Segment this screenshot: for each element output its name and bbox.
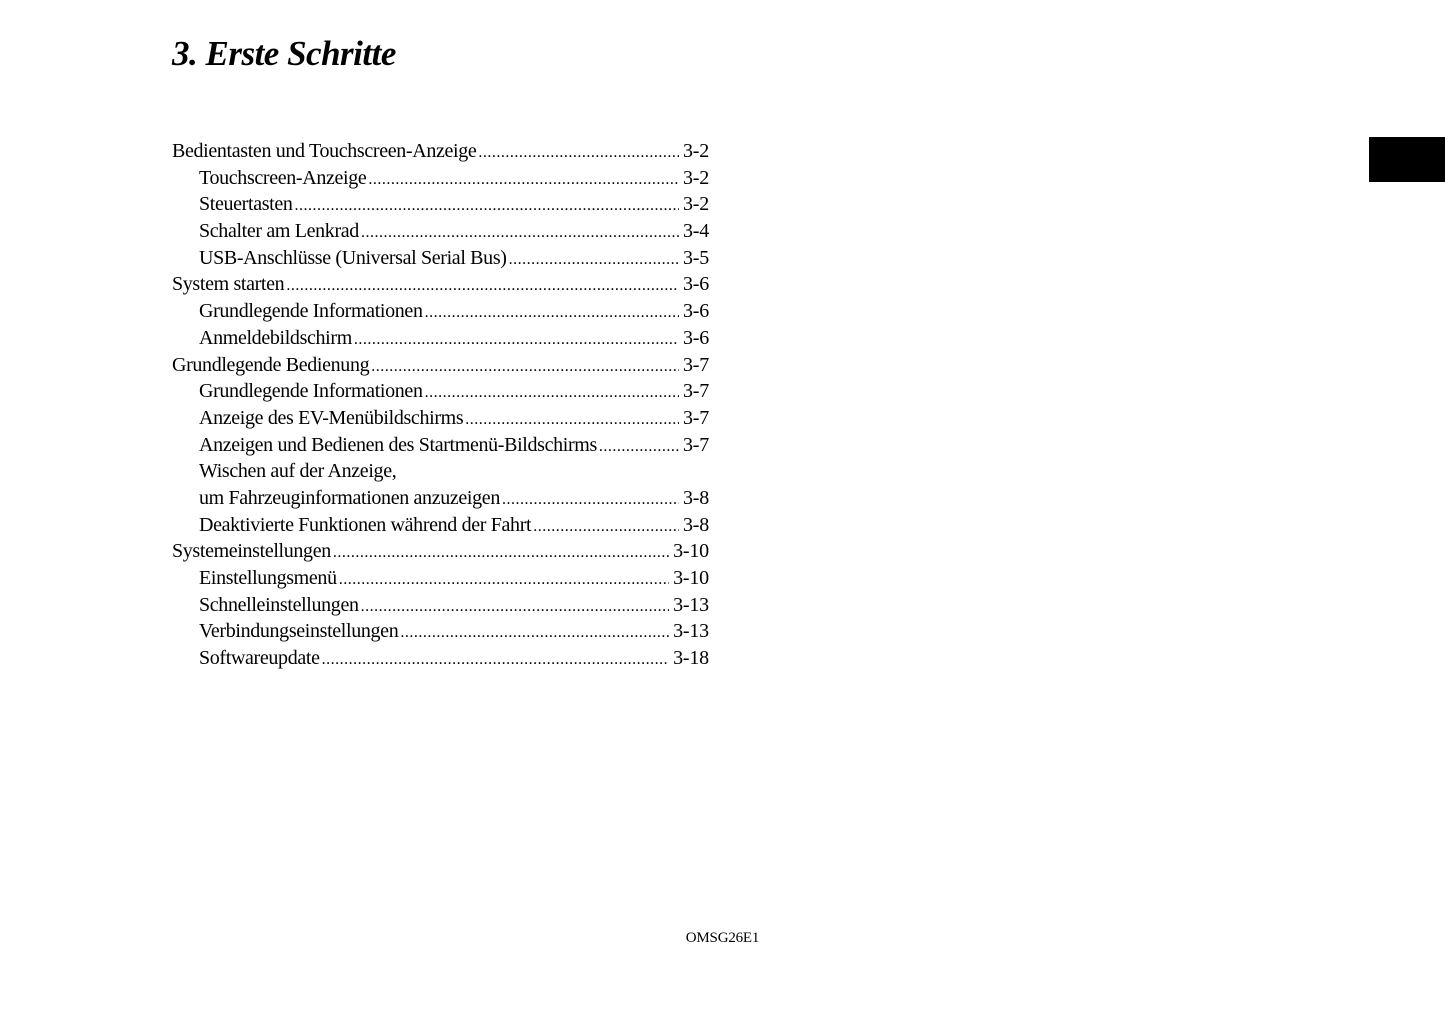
dot-leader <box>465 407 679 432</box>
toc-entry-schnelleinstellungen[interactable] <box>172 592 709 619</box>
toc-entry-label: Wischen auf der Anzeige, <box>199 460 397 483</box>
toc-entry-grundlegende-bedienung[interactable] <box>172 352 709 379</box>
dot-leader <box>478 140 679 165</box>
toc-entry-label: Schnelleinstellungen <box>199 593 359 616</box>
toc-page-number: 3-7 <box>682 433 709 456</box>
toc-entry-label: Einstellungsmenü <box>199 567 337 589</box>
toc-entry-label: Bedientasten und Touchscreen-Anzeige <box>172 140 477 162</box>
toc-entry-label: Verbindungseinstellungen <box>199 620 399 643</box>
toc-entry-touchscreen-anzeige[interactable] <box>172 165 709 192</box>
table-of-contents <box>172 138 709 672</box>
dot-leader <box>502 487 679 512</box>
dot-leader <box>339 567 669 592</box>
dot-leader <box>425 300 679 325</box>
toc-entry-usb-anschluesse[interactable] <box>172 245 709 272</box>
toc-page-number: 3-7 <box>682 353 709 376</box>
toc-page-number: 3-6 <box>682 326 709 349</box>
toc-page-number: 3-2 <box>682 140 709 162</box>
toc-entry-label: Touchscreen-Anzeige <box>199 166 367 189</box>
dot-leader <box>371 354 679 379</box>
toc-page-number: 3-2 <box>682 166 709 189</box>
toc-entry-schalter-lenkrad[interactable] <box>172 218 709 245</box>
toc-page-number: 3-6 <box>682 273 709 296</box>
dot-leader <box>295 193 679 218</box>
toc-page-number: 3-18 <box>673 647 709 670</box>
toc-entry-label: Softwareupdate <box>199 647 320 670</box>
toc-entry-verbindungseinstellungen[interactable] <box>172 618 709 645</box>
toc-page-number: 3-13 <box>673 620 709 643</box>
toc-entry-systemeinstellungen[interactable] <box>172 538 709 565</box>
toc-entry-label: Grundlegende Informationen <box>199 300 423 323</box>
toc-entry-label: um Fahrzeuginformationen anzuzeigen <box>199 486 500 509</box>
toc-entry-label: Grundlegende Bedienung <box>172 353 370 376</box>
toc-entry-softwareupdate[interactable] <box>172 645 709 672</box>
dot-leader <box>599 434 679 459</box>
toc-page-number: 3-10 <box>673 567 709 589</box>
toc-entry-deaktivierte-funktionen[interactable] <box>172 512 709 539</box>
dot-leader <box>322 647 670 672</box>
dot-leader <box>286 273 679 298</box>
toc-entry-label: Steuertasten <box>199 193 293 216</box>
dot-leader <box>368 167 679 192</box>
toc-entry-system-starten[interactable] <box>172 271 709 298</box>
toc-page-number: 3-13 <box>673 593 709 616</box>
toc-entry-wischen-line-1[interactable] <box>172 458 709 485</box>
toc-page-number: 3-7 <box>682 406 709 429</box>
toc-page-number: 3-4 <box>682 220 709 243</box>
toc-page-number: 3-6 <box>682 300 709 323</box>
toc-entry-einstellungsmenue[interactable] <box>172 565 709 592</box>
toc-entry-startmenue[interactable] <box>172 432 709 459</box>
dot-leader <box>333 540 669 565</box>
toc-entry-label: Systemeinstellungen <box>172 540 331 563</box>
dot-leader <box>354 327 679 352</box>
dot-leader <box>509 247 679 272</box>
toc-page-number: 3-2 <box>682 193 709 216</box>
toc-page-number: 3-8 <box>682 486 709 509</box>
toc-entry-label: Grundlegende Informationen <box>199 380 423 403</box>
dot-leader <box>400 620 669 645</box>
toc-entry-label: Anmeldebildschirm <box>199 326 352 349</box>
toc-page-number: 3-5 <box>682 246 709 269</box>
toc-entry-label: Anzeige des EV-Menübildschirms <box>199 406 464 429</box>
toc-entry-label: Anzeigen und Bedienen des Startmenü-Bildschirms <box>199 433 597 456</box>
chapter-title: 3. Erste Schritte <box>172 34 396 73</box>
toc-entry-grundlegende-informationen-2[interactable] <box>172 378 709 405</box>
toc-entry-label: USB-Anschlüsse (Universal Serial Bus) <box>199 246 507 269</box>
toc-entry-ev-menue[interactable] <box>172 405 709 432</box>
toc-entry-label: Schalter am Lenkrad <box>199 220 359 243</box>
toc-entry-anmeldebildschirm[interactable] <box>172 325 709 352</box>
dot-leader <box>361 220 679 245</box>
chapter-thumb-tab <box>1369 137 1445 182</box>
toc-page-number: 3-7 <box>682 380 709 403</box>
toc-entry-wischen-line-2[interactable] <box>172 485 709 512</box>
toc-page-number: 3-8 <box>682 513 709 536</box>
dot-leader <box>425 380 679 405</box>
toc-entry-bedientasten[interactable] <box>172 138 709 165</box>
toc-entry-label: Deaktivierte Funktionen während der Fahrt <box>199 513 532 536</box>
toc-entry-steuertasten[interactable] <box>172 191 709 218</box>
toc-page-number: 3-10 <box>673 540 709 563</box>
document-code: OMSG26E1 <box>685 930 760 946</box>
dot-leader <box>533 514 679 539</box>
toc-entry-label: System starten <box>172 273 285 296</box>
dot-leader <box>361 594 669 619</box>
toc-entry-grundlegende-informationen[interactable] <box>172 298 709 325</box>
